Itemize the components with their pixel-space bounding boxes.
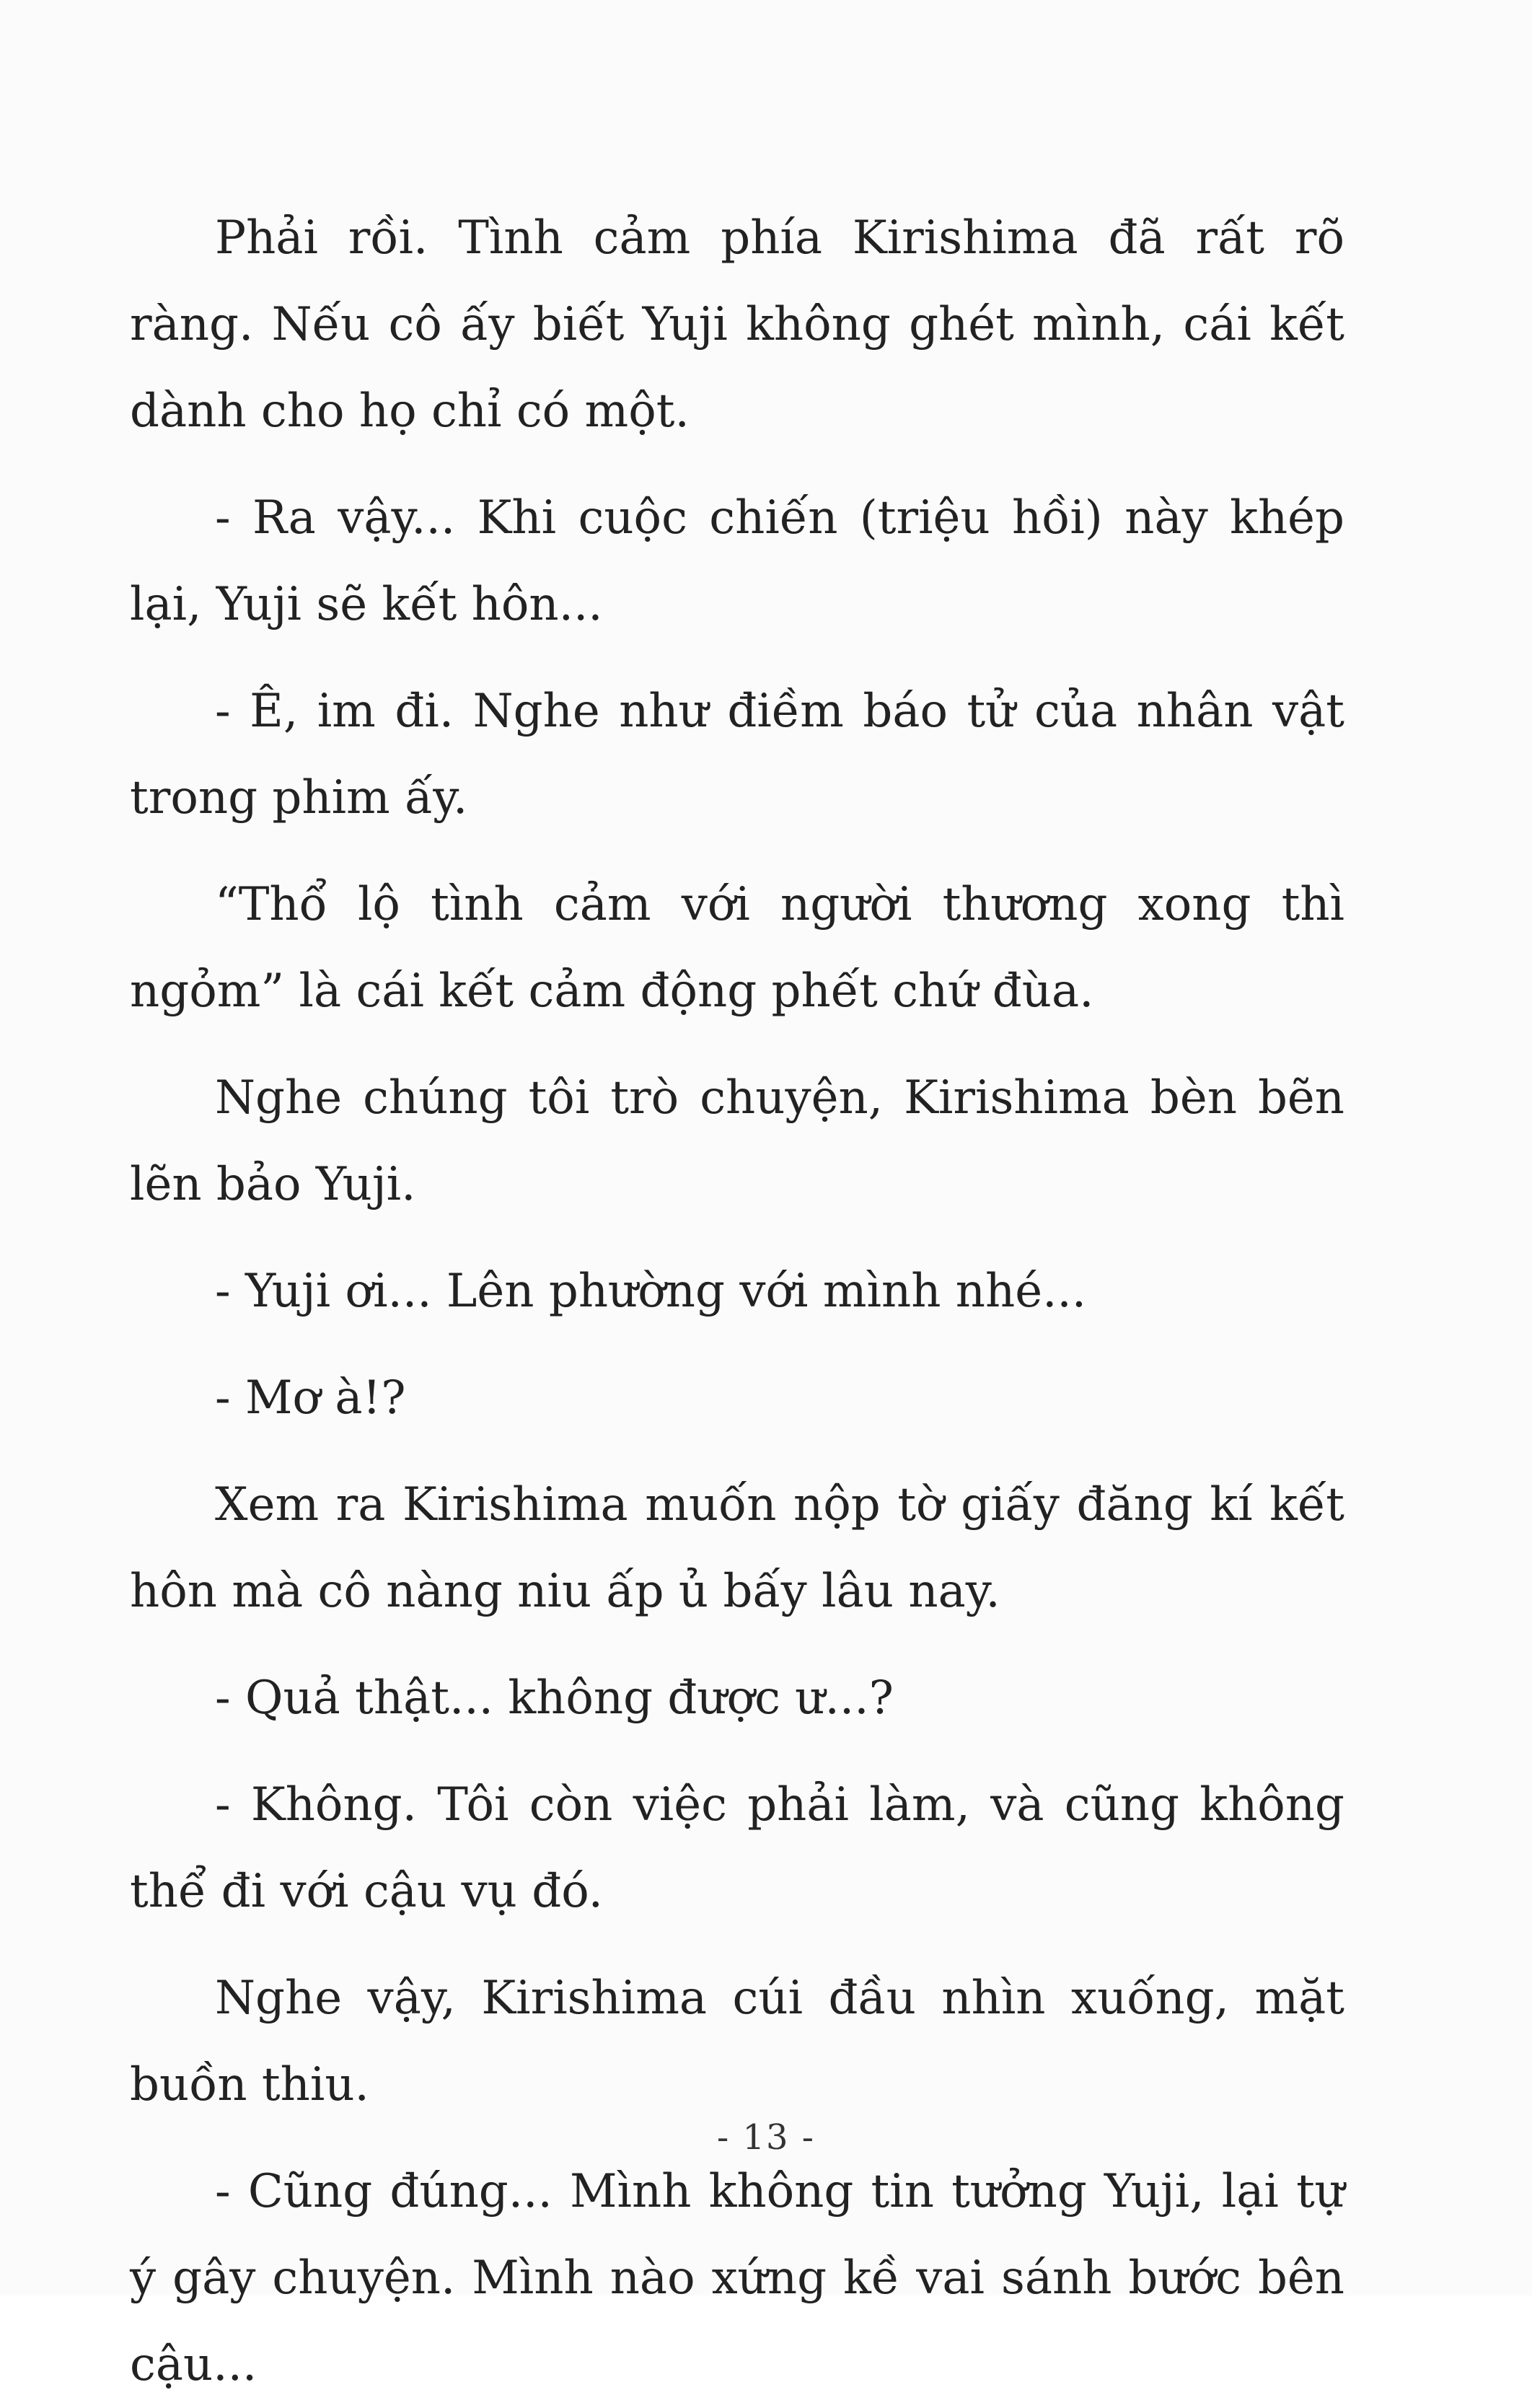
paragraph: - Ra vậy... Khi cuộc chiến (triệu hồi) này khép lại, Yuji sẽ kết hôn... xyxy=(130,491,1344,631)
paragraph: - Không. Tôi còn việc phải làm, và cũng không thể đi với cậu vụ đó. xyxy=(130,1778,1344,1918)
paragraph: Xem ra Kirishima muốn nộp tờ giấy đăng kí kết hôn mà cô nàng niu ấp ủ bấy lâu nay. xyxy=(130,1478,1344,1618)
paragraph: “Thổ lộ tình cảm với người thương xong thì ngỏm” là cái kết cảm động phết chứ đùa. xyxy=(130,878,1344,1018)
paragraph: Nghe vậy, Kirishima cúi đầu nhìn xuống, mặt buồn thiu. xyxy=(130,1972,1344,2112)
paragraph: - Yuji ơi... Lên phường với mình nhé... xyxy=(215,1265,1087,1318)
paragraph: - Quả thật... không được ư...? xyxy=(215,1671,894,1725)
paragraph: Phải rồi. Tình cảm phía Kirishima đã rất rõ ràng. Nếu cô ấy biết Yuji không ghét mình, cái kết dành cho họ chỉ có một. xyxy=(130,211,1344,438)
paragraph: - Ê, im đi. Nghe như điềm báo tử của nhân vật trong phim ấy. xyxy=(130,685,1344,825)
paragraph: Nghe chúng tôi trò chuyện, Kirishima bèn bẽn lẽn bảo Yuji. xyxy=(130,1071,1344,1211)
page-number: - 13 - xyxy=(716,2117,816,2158)
page-body xyxy=(130,195,1344,2408)
paragraph: - Cũng đúng... Mình không tin tưởng Yuji, lại tự ý gây chuyện. Mình nào xứng kề vai sánh bước bên cậu... xyxy=(130,2165,1344,2391)
paragraph: - Mơ à!? xyxy=(215,1371,406,1425)
